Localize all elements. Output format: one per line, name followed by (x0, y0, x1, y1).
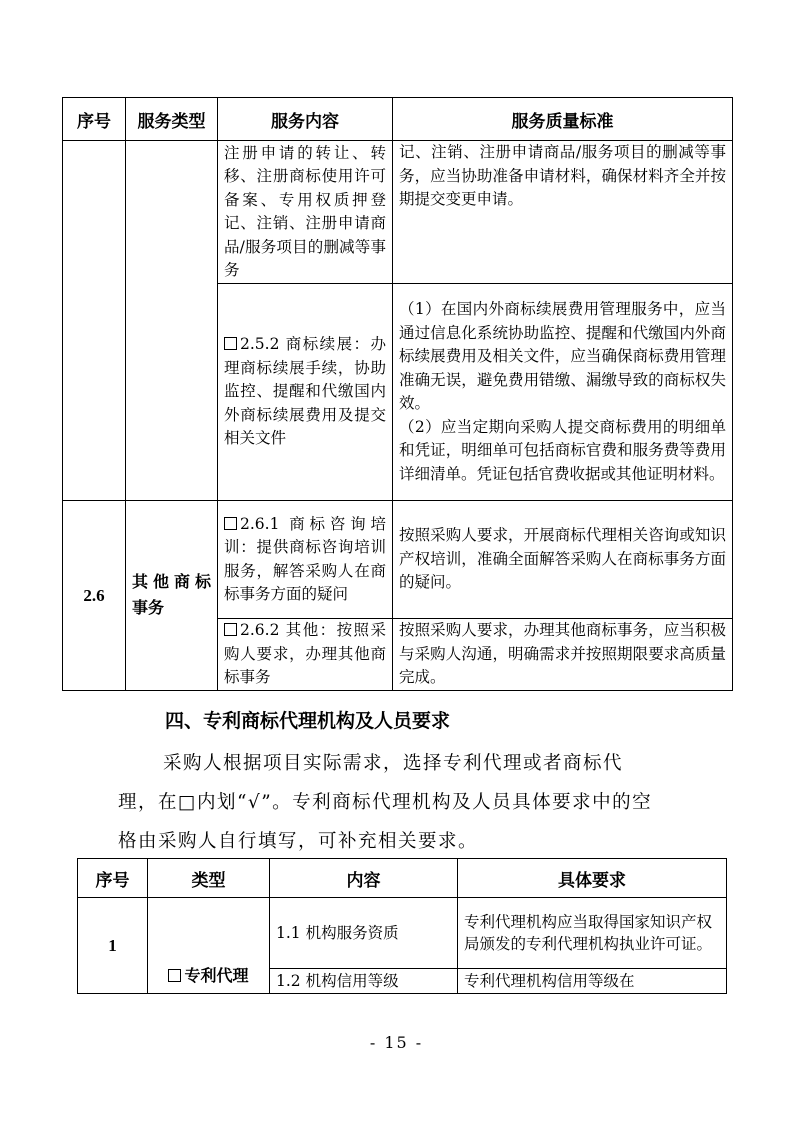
header-quality-standard: 服务质量标准 (393, 98, 733, 141)
paragraph-line: 理，在□内划“√”。专利商标代理机构及人员具体要求中的空 (118, 792, 653, 813)
row-number: 1 (78, 898, 148, 994)
table-row (63, 501, 733, 619)
paragraph-line: 格由采购人自行填写，可补充相关要求。 (118, 831, 479, 852)
content-cell: 1.1 机构服务资质 (270, 898, 458, 969)
content-cell (218, 284, 393, 501)
seq-cell-empty (63, 141, 126, 501)
header-type: 类型 (148, 859, 270, 898)
standard-cell: 按照采购人要求，开展商标代理相关咨询或知识产权培训，准确全面解答采购人在商标事务方面的疑问。 (393, 501, 733, 619)
content-text: 2.5.2 商标续展：办理商标续展手续，协助监控、提醒和代缴国内外商标续展费用及提交相关文件 (224, 335, 386, 448)
standard-cell: 按照采购人要求，办理其他商标事务，应当积极与采购人沟通，明确需求并按照期限要求高质量完成。 (393, 619, 733, 691)
header-service-type: 服务类型 (126, 98, 218, 141)
standard-cell (393, 284, 733, 501)
section-number: 2.6 (63, 501, 126, 691)
checkbox[interactable] (224, 623, 237, 636)
content-text: 2.6.2 其他：按照采购人要求，办理其他商标事务 (224, 621, 386, 686)
agency-requirement-table (77, 858, 727, 994)
type-cell-empty (126, 141, 218, 501)
page-number: - 15 - (369, 1033, 424, 1052)
content-cell (218, 501, 393, 619)
service-standard-table (62, 97, 733, 691)
body-paragraph (118, 744, 678, 861)
header-seq: 序号 (78, 859, 148, 898)
section-heading: 四、专利商标代理机构及人员要求 (165, 710, 451, 732)
content-cell (218, 619, 393, 691)
table-row (63, 141, 733, 284)
content-cell: 注册申请的转让、转移、注册商标使用许可备案、专用权质押登记、注销、注册申请商品/服务项目的删减等事务 (218, 141, 393, 284)
header-content: 内容 (270, 859, 458, 898)
standard-item-1: （1）在国内外商标续展费用管理服务中，应当通过信息化系统协助监控、提醒和代缴国内外商标续展费用及相关文件，应当确保商标费用管理准确无误，避免费用错缴、漏缴导致的商标权失效。 (399, 300, 726, 412)
table-row (78, 898, 727, 969)
type-cell (148, 898, 270, 994)
standard-cell: 记、注销、注册申请商品/服务项目的删减等事务，应当协助准备申请材料，确保材料齐全并按期提交变更申请。 (393, 141, 733, 284)
header-seq: 序号 (63, 98, 126, 141)
checkbox[interactable] (224, 337, 237, 350)
header-requirement: 具体要求 (458, 859, 727, 898)
content-cell: 1.2 机构信用等级 (270, 969, 458, 994)
paragraph-line: 采购人根据项目实际需求，选择专利代理或者商标代 (163, 753, 624, 774)
standard-item-2: （2）应当定期向采购人提交商标费用的明细单和凭证，明细单可包括商标官费和服务费等费用详细清单。凭证包括官费收据或其他证明材料。 (399, 417, 726, 483)
table-header-row (63, 98, 733, 141)
table-header-row (78, 859, 727, 898)
checkbox[interactable] (224, 517, 237, 530)
section-type: 其他商标事务 (126, 501, 218, 691)
content-text: 2.6.1 商标咨询培训：提供商标咨询培训服务，解答采购人在商标事务方面的疑问 (224, 514, 386, 603)
checkbox[interactable] (168, 969, 181, 982)
requirement-cell: 专利代理机构应当取得国家知识产权局颁发的专利代理机构执业许可证。 (458, 898, 727, 969)
header-service-content: 服务内容 (218, 98, 393, 141)
requirement-cell: 专利代理机构信用等级在 (458, 969, 727, 994)
type-label: 专利代理 (184, 966, 249, 985)
